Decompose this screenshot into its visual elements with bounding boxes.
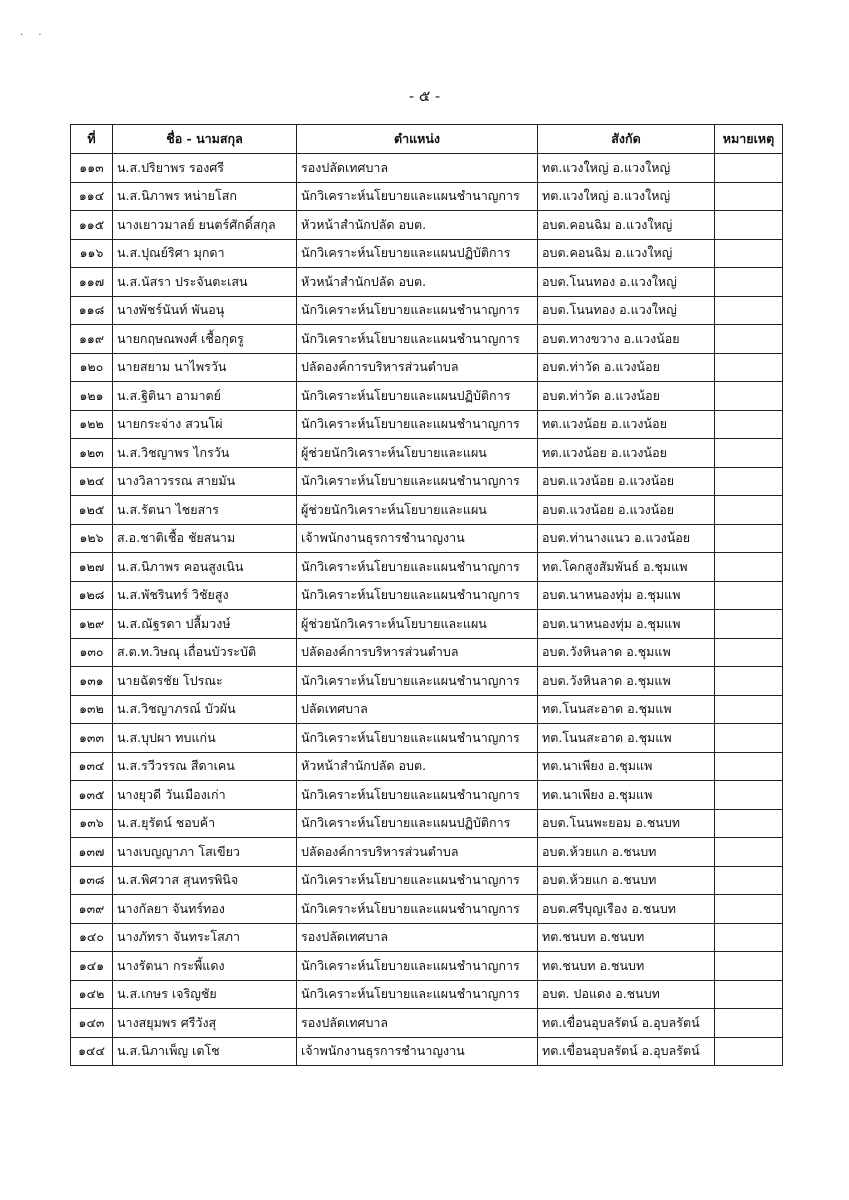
header-remarks: หมายเหตุ: [715, 125, 783, 154]
cell-position: ปลัดองค์การบริหารส่วนตำบล: [297, 353, 538, 382]
table-row: [71, 781, 783, 810]
cell-remarks: [715, 410, 783, 439]
cell-affiliation: อบต.โนนทอง อ.แวงใหญ่: [538, 268, 715, 297]
cell-name: น.ส.ณัฐรดา ปลื้มวงษ์: [113, 610, 297, 639]
cell-position: รองปลัดเทศบาล: [297, 1009, 538, 1038]
cell-affiliation: ทต.ชนบท อ.ชนบท: [538, 923, 715, 952]
cell-remarks: [715, 1037, 783, 1066]
cell-affiliation: ทต.ชนบท อ.ชนบท: [538, 952, 715, 981]
cell-remarks: [715, 382, 783, 411]
cell-position: นักวิเคราะห์นโยบายและแผนชำนาญการ: [297, 895, 538, 924]
table-row: [71, 382, 783, 411]
table-row: [71, 553, 783, 582]
cell-affiliation: อบต.คอนฉิม อ.แวงใหญ่: [538, 239, 715, 268]
personnel-table: [70, 124, 783, 1066]
cell-affiliation: อบต.ห้วยแก อ.ชนบท: [538, 838, 715, 867]
cell-position: ผู้ช่วยนักวิเคราะห์นโยบายและแผน: [297, 496, 538, 525]
cell-number: ๑๒๘: [71, 581, 113, 610]
cell-position: นักวิเคราะห์นโยบายและแผนชำนาญการ: [297, 581, 538, 610]
cell-number: ๑๒๕: [71, 496, 113, 525]
cell-number: ๑๒๒: [71, 410, 113, 439]
cell-name: น.ส.เกษร เจริญชัย: [113, 980, 297, 1009]
cell-name: น.ส.นัสรา ประจันตะเสน: [113, 268, 297, 297]
cell-name: น.ส.พิศวาส สุนทรพินิจ: [113, 866, 297, 895]
table-row: [71, 325, 783, 354]
cell-remarks: [715, 695, 783, 724]
cell-number: ๑๓๖: [71, 809, 113, 838]
table-row: [71, 439, 783, 468]
cell-remarks: [715, 239, 783, 268]
cell-affiliation: อบต.โนนพะยอม อ.ชนบท: [538, 809, 715, 838]
cell-affiliation: อบต.ศรีบุญเรือง อ.ชนบท: [538, 895, 715, 924]
cell-number: ๑๔๒: [71, 980, 113, 1009]
cell-position: นักวิเคราะห์นโยบายและแผนชำนาญการ: [297, 467, 538, 496]
cell-number: ๑๒๐: [71, 353, 113, 382]
cell-name: นางเบญญาภา โสเขียว: [113, 838, 297, 867]
cell-number: ๑๑๕: [71, 211, 113, 240]
cell-remarks: [715, 353, 783, 382]
cell-number: ๑๑๓: [71, 154, 113, 183]
cell-remarks: [715, 638, 783, 667]
table-row: [71, 809, 783, 838]
table-row: [71, 667, 783, 696]
table-row: [71, 952, 783, 981]
cell-name: น.ส.วิชญาพร ไกรวัน: [113, 439, 297, 468]
cell-position: ปลัดเทศบาล: [297, 695, 538, 724]
cell-remarks: [715, 581, 783, 610]
cell-remarks: [715, 439, 783, 468]
cell-name: น.ส.นิภาพร หน่ายโสก: [113, 182, 297, 211]
cell-name: นางสยุมพร ศรีวังสุ: [113, 1009, 297, 1038]
cell-name: น.ส.นิภาพร คอนสูงเนิน: [113, 553, 297, 582]
cell-remarks: [715, 467, 783, 496]
cell-number: ๑๒๓: [71, 439, 113, 468]
cell-position: นักวิเคราะห์นโยบายและแผนปฏิบัติการ: [297, 239, 538, 268]
cell-position: นักวิเคราะห์นโยบายและแผนชำนาญการ: [297, 781, 538, 810]
cell-affiliation: อบต.วังหินลาด อ.ชุมแพ: [538, 638, 715, 667]
table-row: [71, 239, 783, 268]
cell-position: หัวหน้าสำนักปลัด อบต.: [297, 211, 538, 240]
cell-position: นักวิเคราะห์นโยบายและแผนปฏิบัติการ: [297, 382, 538, 411]
cell-affiliation: อบต.ท่าวัด อ.แวงน้อย: [538, 382, 715, 411]
cell-number: ๑๔๐: [71, 923, 113, 952]
cell-affiliation: อบต.นาหนองทุ่ม อ.ชุมแพ: [538, 610, 715, 639]
table-row: [71, 980, 783, 1009]
table-row: [71, 154, 783, 183]
cell-position: ผู้ช่วยนักวิเคราะห์นโยบายและแผน: [297, 610, 538, 639]
cell-remarks: [715, 325, 783, 354]
cell-remarks: [715, 296, 783, 325]
cell-affiliation: ทต.เขื่อนอุบลรัตน์ อ.อุบลรัตน์: [538, 1037, 715, 1066]
cell-affiliation: ทต.เขื่อนอุบลรัตน์ อ.อุบลรัตน์: [538, 1009, 715, 1038]
cell-name: น.ส.รวีวรรณ สีดาเคน: [113, 752, 297, 781]
cell-name: นางวิลาวรรณ สายมัน: [113, 467, 297, 496]
cell-number: ๑๓๔: [71, 752, 113, 781]
cell-affiliation: ทต.โคกสูงสัมพันธ์ อ.ชุมแพ: [538, 553, 715, 582]
cell-position: นักวิเคราะห์นโยบายและแผนชำนาญการ: [297, 980, 538, 1009]
table-row: [71, 866, 783, 895]
cell-number: ๑๓๒: [71, 695, 113, 724]
cell-affiliation: อบต.โนนทอง อ.แวงใหญ่: [538, 296, 715, 325]
cell-affiliation: อบต.วังหินลาด อ.ชุมแพ: [538, 667, 715, 696]
cell-remarks: [715, 524, 783, 553]
table-row: [71, 581, 783, 610]
cell-affiliation: ทต.แวงน้อย อ.แวงน้อย: [538, 439, 715, 468]
table-row: [71, 610, 783, 639]
cell-position: นักวิเคราะห์นโยบายและแผนชำนาญการ: [297, 724, 538, 753]
table-row: [71, 724, 783, 753]
cell-name: น.ส.พัชรินทร์ วิชัยสูง: [113, 581, 297, 610]
table-row: [71, 296, 783, 325]
page-number: - ๕ -: [408, 87, 441, 105]
cell-position: ผู้ช่วยนักวิเคราะห์นโยบายและแผน: [297, 439, 538, 468]
header-number: ที่: [71, 125, 113, 154]
cell-name: ส.อ.ชาติเชื้อ ชัยสนาม: [113, 524, 297, 553]
cell-position: หัวหน้าสำนักปลัด อบต.: [297, 752, 538, 781]
cell-remarks: [715, 866, 783, 895]
cell-remarks: [715, 809, 783, 838]
cell-number: ๑๑๘: [71, 296, 113, 325]
cell-name: นายสยาม นาไพรวัน: [113, 353, 297, 382]
cell-position: รองปลัดเทศบาล: [297, 923, 538, 952]
table-header-row: [71, 125, 783, 154]
cell-affiliation: อบต.ท่าวัด อ.แวงน้อย: [538, 353, 715, 382]
cell-name: น.ส.ฐิตินา อามาตย์: [113, 382, 297, 411]
table-row: [71, 923, 783, 952]
table-row: [71, 1009, 783, 1038]
cell-position: ปลัดองค์การบริหารส่วนตำบล: [297, 638, 538, 667]
cell-number: ๑๓๘: [71, 866, 113, 895]
cell-position: นักวิเคราะห์นโยบายและแผนชำนาญการ: [297, 866, 538, 895]
cell-affiliation: อบต.ห้วยแก อ.ชนบท: [538, 866, 715, 895]
cell-name: นายกระจ่าง สวนโผ่: [113, 410, 297, 439]
cell-number: ๑๔๔: [71, 1037, 113, 1066]
cell-remarks: [715, 781, 783, 810]
header-position: ตำแหน่ง: [297, 125, 538, 154]
cell-name: น.ส.ปริยาพร รองศรี: [113, 154, 297, 183]
cell-number: ๑๓๐: [71, 638, 113, 667]
cell-name: น.ส.ยุรัตน์ ชอบค้า: [113, 809, 297, 838]
cell-name: นางภัทรา จันทระโสภา: [113, 923, 297, 952]
cell-remarks: [715, 752, 783, 781]
cell-name: นางรัตนา กระพี้แดง: [113, 952, 297, 981]
cell-affiliation: อบต.ทางขวาง อ.แวงน้อย: [538, 325, 715, 354]
cell-affiliation: อบต.แวงน้อย อ.แวงน้อย: [538, 467, 715, 496]
cell-number: ๑๑๖: [71, 239, 113, 268]
table-row: [71, 467, 783, 496]
table-row: [71, 895, 783, 924]
cell-position: นักวิเคราะห์นโยบายและแผนชำนาญการ: [297, 667, 538, 696]
cell-affiliation: อบต.ท่านางแนว อ.แวงน้อย: [538, 524, 715, 553]
table-row: [71, 410, 783, 439]
cell-number: ๑๔๓: [71, 1009, 113, 1038]
cell-number: ๑๓๓: [71, 724, 113, 753]
table-body: [71, 154, 783, 1066]
cell-position: นักวิเคราะห์นโยบายและแผนชำนาญการ: [297, 410, 538, 439]
cell-number: ๑๓๕: [71, 781, 113, 810]
cell-remarks: [715, 211, 783, 240]
cell-position: นักวิเคราะห์นโยบายและแผนชำนาญการ: [297, 952, 538, 981]
cell-number: ๑๑๗: [71, 268, 113, 297]
cell-name: น.ส.วิชญาภรณ์ บัวผัน: [113, 695, 297, 724]
cell-position: นักวิเคราะห์นโยบายและแผนชำนาญการ: [297, 182, 538, 211]
table-row: [71, 838, 783, 867]
cell-name: นางกัลยา จันทร์ทอง: [113, 895, 297, 924]
cell-number: ๑๔๑: [71, 952, 113, 981]
cell-affiliation: ทต.นาเพียง อ.ชุมแพ: [538, 752, 715, 781]
table-row: [71, 182, 783, 211]
table-row: [71, 496, 783, 525]
cell-remarks: [715, 154, 783, 183]
cell-affiliation: ทต.โนนสะอาด อ.ชุมแพ: [538, 724, 715, 753]
cell-remarks: [715, 838, 783, 867]
cell-remarks: [715, 1009, 783, 1038]
cell-number: ๑๒๖: [71, 524, 113, 553]
cell-affiliation: ทต.โนนสะอาด อ.ชุมแพ: [538, 695, 715, 724]
cell-name: น.ส.บุปผา ทบแก่น: [113, 724, 297, 753]
table-row: [71, 695, 783, 724]
cell-position: นักวิเคราะห์นโยบายและแผนชำนาญการ: [297, 325, 538, 354]
cell-remarks: [715, 923, 783, 952]
cell-number: ๑๑๔: [71, 182, 113, 211]
cell-name: น.ส.ปุณย์ริศา มุกดา: [113, 239, 297, 268]
table-row: [71, 638, 783, 667]
table-row: [71, 1037, 783, 1066]
cell-position: รองปลัดเทศบาล: [297, 154, 538, 183]
cell-remarks: [715, 268, 783, 297]
table-row: [71, 353, 783, 382]
cell-remarks: [715, 952, 783, 981]
cell-name: นายฉัตรชัย โปรณะ: [113, 667, 297, 696]
cell-affiliation: ทต.แวงใหญ่ อ.แวงใหญ่: [538, 154, 715, 183]
cell-affiliation: อบต.นาหนองทุ่ม อ.ชุมแพ: [538, 581, 715, 610]
cell-affiliation: อบต. ปอแดง อ.ชนบท: [538, 980, 715, 1009]
cell-affiliation: ทต.นาเพียง อ.ชุมแพ: [538, 781, 715, 810]
cell-remarks: [715, 553, 783, 582]
cell-affiliation: อบต.คอนฉิม อ.แวงใหญ่: [538, 211, 715, 240]
header-name: ชื่อ - นามสกุล: [113, 125, 297, 154]
table-row: [71, 211, 783, 240]
cell-number: ๑๓๗: [71, 838, 113, 867]
cell-name: นางเยาวมาลย์ ยนตร์ศักดิ์สกุล: [113, 211, 297, 240]
cell-number: ๑๒๔: [71, 467, 113, 496]
scan-specks: · ·: [20, 30, 48, 41]
cell-position: ปลัดองค์การบริหารส่วนตำบล: [297, 838, 538, 867]
cell-name: ส.ต.ท.วิษณุ เถื่อนบัวระบัติ: [113, 638, 297, 667]
cell-remarks: [715, 610, 783, 639]
cell-remarks: [715, 182, 783, 211]
cell-remarks: [715, 980, 783, 1009]
cell-number: ๑๒๑: [71, 382, 113, 411]
cell-position: นักวิเคราะห์นโยบายและแผนชำนาญการ: [297, 296, 538, 325]
cell-remarks: [715, 496, 783, 525]
cell-position: เจ้าพนักงานธุรการชำนาญงาน: [297, 1037, 538, 1066]
cell-affiliation: อบต.แวงน้อย อ.แวงน้อย: [538, 496, 715, 525]
header-affiliation: สังกัด: [538, 125, 715, 154]
cell-number: ๑๒๗: [71, 553, 113, 582]
cell-affiliation: ทต.แวงน้อย อ.แวงน้อย: [538, 410, 715, 439]
table-row: [71, 268, 783, 297]
cell-position: หัวหน้าสำนักปลัด อบต.: [297, 268, 538, 297]
cell-number: ๑๒๙: [71, 610, 113, 639]
cell-name: น.ส.รัตนา ไชยสาร: [113, 496, 297, 525]
cell-remarks: [715, 895, 783, 924]
cell-number: ๑๑๙: [71, 325, 113, 354]
cell-name: นายกฤษณพงศ์ เชื้อกุดรู: [113, 325, 297, 354]
cell-affiliation: ทต.แวงใหญ่ อ.แวงใหญ่: [538, 182, 715, 211]
cell-position: นักวิเคราะห์นโยบายและแผนปฏิบัติการ: [297, 809, 538, 838]
cell-position: นักวิเคราะห์นโยบายและแผนชำนาญการ: [297, 553, 538, 582]
table-row: [71, 752, 783, 781]
cell-number: ๑๓๑: [71, 667, 113, 696]
cell-position: เจ้าพนักงานธุรการชำนาญงาน: [297, 524, 538, 553]
cell-number: ๑๓๙: [71, 895, 113, 924]
cell-remarks: [715, 724, 783, 753]
table-row: [71, 524, 783, 553]
cell-name: นางพัชร์นันท์ พันอนุ: [113, 296, 297, 325]
cell-remarks: [715, 667, 783, 696]
cell-name: น.ส.นิภาเพ็ญ เตโช: [113, 1037, 297, 1066]
cell-name: นางยุวดี วันเมืองเก่า: [113, 781, 297, 810]
